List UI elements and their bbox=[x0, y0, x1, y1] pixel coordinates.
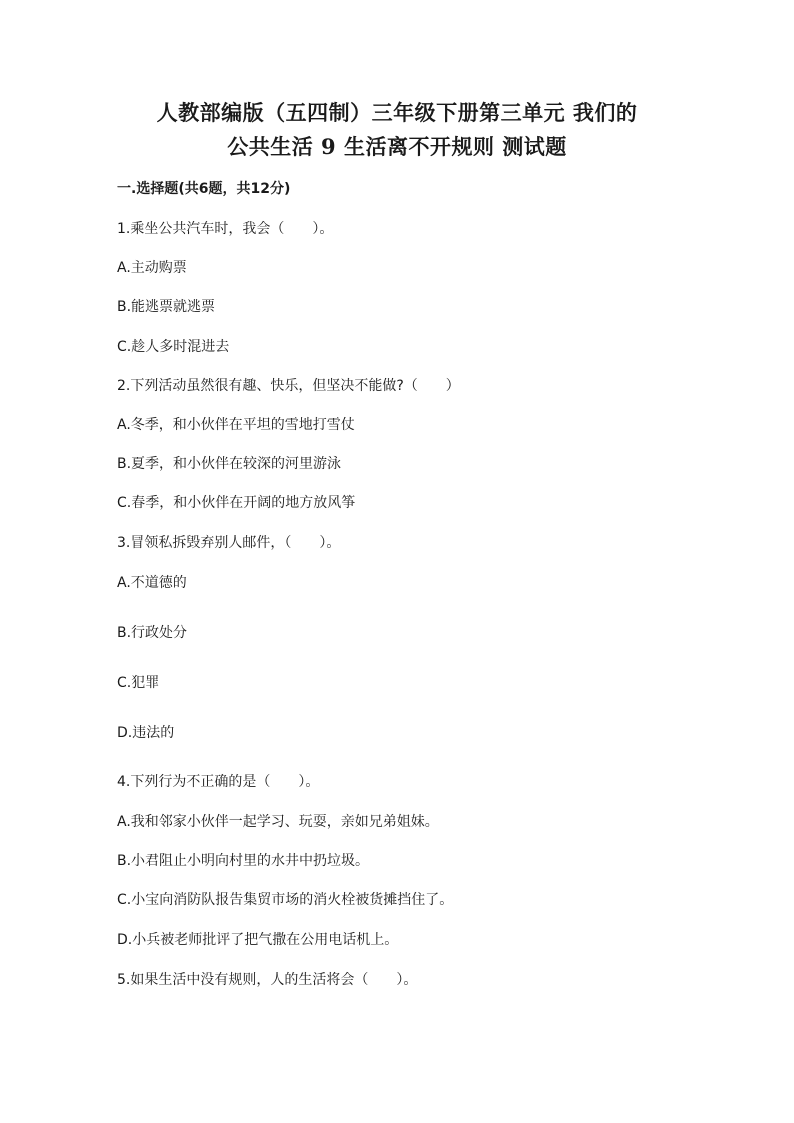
question-3-option-b: B.行政处分 bbox=[117, 625, 188, 641]
document-title-line-2: 公共生活 9 生活离不开规则 测试题 bbox=[227, 134, 567, 159]
question-3-option-c: C.犯罪 bbox=[117, 675, 160, 691]
question-3-stem: 3.冒领私拆毁弃别人邮件，（ ）。 bbox=[117, 535, 341, 551]
question-4-option-d: D.小兵被老师批评了把气撒在公用电话机上。 bbox=[117, 932, 399, 948]
question-3-option-a: A.不道德的 bbox=[117, 575, 187, 591]
question-2-stem: 2.下列活动虽然很有趣、快乐，但坚决不能做?（ ） bbox=[117, 378, 460, 394]
question-4-option-b: B.小君阻止小明向村里的水井中扔垃圾。 bbox=[117, 853, 370, 869]
question-5-stem: 5.如果生活中没有规则，人的生活将会（ ）。 bbox=[117, 972, 418, 988]
question-2-option-a: A.冬季，和小伙伴在平坦的雪地打雪仗 bbox=[117, 417, 355, 433]
question-1-option-a: A.主动购票 bbox=[117, 260, 187, 276]
section-heading: 一.选择题(共6题，共12分) bbox=[117, 181, 291, 197]
question-2-option-c: C.春季，和小伙伴在开阔的地方放风筝 bbox=[117, 495, 356, 511]
question-4-option-a: A.我和邻家小伙伴一起学习、玩耍，亲如兄弟姐妹。 bbox=[117, 814, 439, 830]
question-3-option-d: D.违法的 bbox=[117, 725, 175, 741]
question-4-stem: 4.下列行为不正确的是（ ）。 bbox=[117, 774, 320, 790]
document-title-line-1: 人教部编版（五四制）三年级下册第三单元 我们的 bbox=[156, 100, 638, 125]
question-1-option-c: C.趁人多时混进去 bbox=[117, 339, 230, 355]
question-1-option-b: B.能逃票就逃票 bbox=[117, 299, 216, 315]
question-1-stem: 1.乘坐公共汽车时，我会（ ）。 bbox=[117, 221, 334, 237]
question-2-option-b: B.夏季，和小伙伴在较深的河里游泳 bbox=[117, 456, 342, 472]
question-4-option-c: C.小宝向消防队报告集贸市场的消火栓被货摊挡住了。 bbox=[117, 892, 454, 908]
